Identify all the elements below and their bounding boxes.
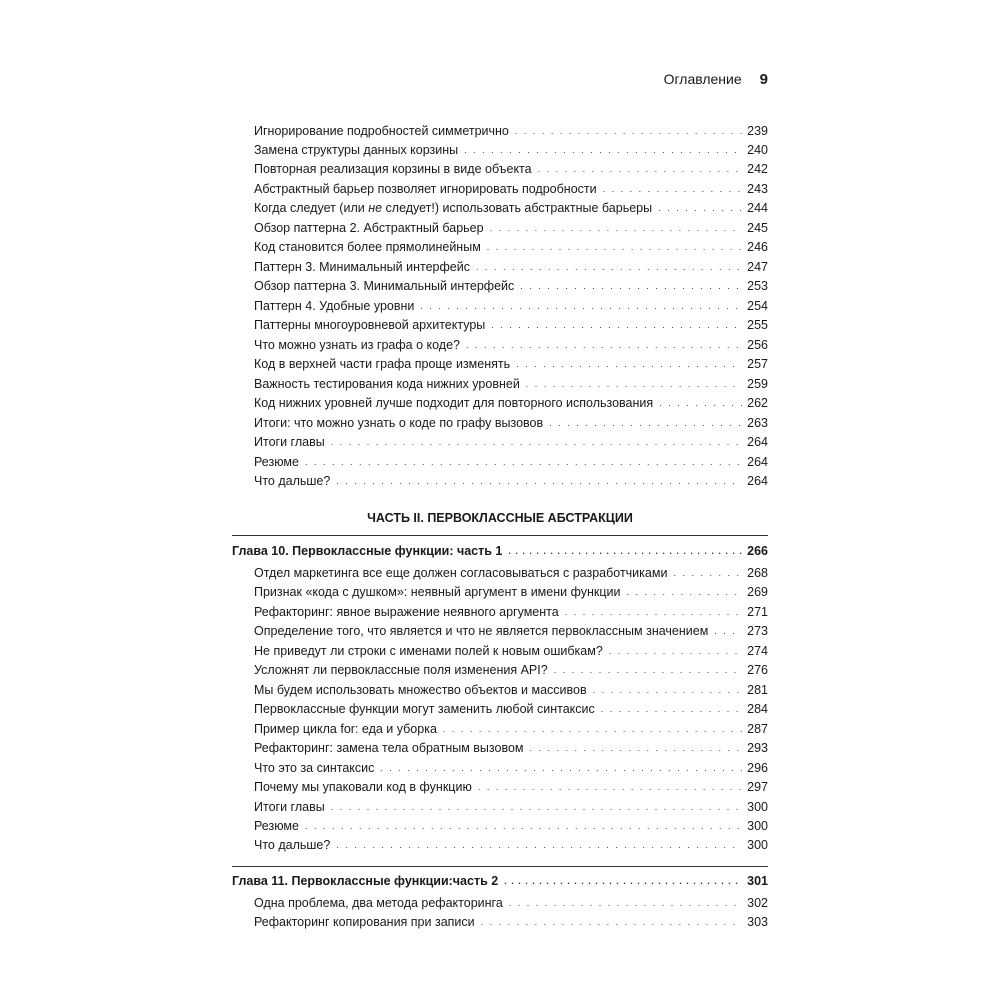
toc-entry[interactable]: Что это за синтаксис . . . 296: [254, 758, 768, 777]
toc-entry[interactable]: Обзор паттерна 2. Абстрактный барьер . . . 245: [254, 218, 768, 237]
toc-entry[interactable]: Резюме . . . 264: [254, 452, 768, 471]
toc-entry[interactable]: Код в верхней части графа проще изменять . . . 257: [254, 354, 768, 373]
part-divider: [232, 535, 768, 536]
toc-entry[interactable]: Код нижних уровней лучше подходит для повторного использования . . . 262: [254, 393, 768, 412]
toc-entry[interactable]: Когда следует (или не следует!) использовать абстрактные барьеры . . . 244: [254, 198, 768, 217]
chapter-10-heading[interactable]: Глава 10. Первоклассные функции: часть 1 . . . 266: [232, 541, 768, 560]
toc-entry[interactable]: Почему мы упаковали код в функцию . . . 297: [254, 777, 768, 796]
chapter-divider: [232, 866, 768, 867]
toc-entry[interactable]: Первоклассные функции могут заменить любой синтаксис . . . 284: [254, 699, 768, 718]
toc-entry[interactable]: Отдел маркетинга все еще должен согласовываться с разработчиками . . . 268: [254, 563, 768, 582]
toc-entry[interactable]: Обзор паттерна 3. Минимальный интерфейс . . . 253: [254, 276, 768, 295]
running-title: Оглавление: [663, 71, 742, 87]
chapter-11-heading[interactable]: Глава 11. Первоклассные функции:часть 2 . . . 301: [232, 871, 768, 890]
toc-entry[interactable]: Что можно узнать из графа о коде? . . . 256: [254, 335, 768, 354]
toc-entry[interactable]: Важность тестирования кода нижних уровней . . . 259: [254, 374, 768, 393]
toc-entry[interactable]: Итоги: что можно узнать о коде по графу вызовов . . . 263: [254, 413, 768, 432]
toc-entry[interactable]: Итоги главы . . . 300: [254, 797, 768, 816]
toc-entry[interactable]: Абстрактный барьер позволяет игнорировать подробности . . . 243: [254, 179, 768, 198]
part-heading: ЧАСТЬ II. ПЕРВОКЛАССНЫЕ АБСТРАКЦИИ: [367, 511, 633, 525]
toc-entry[interactable]: Игнорирование подробностей симметрично . . . 239: [254, 121, 768, 140]
toc-entry[interactable]: Резюме . . . 300: [254, 816, 768, 835]
page-header: [232, 69, 768, 89]
toc-entry[interactable]: Усложнят ли первоклассные поля изменения API? . . . 276: [254, 660, 768, 679]
toc-entry[interactable]: Что дальше? . . . 264: [254, 471, 768, 490]
toc-entry[interactable]: Не приведут ли строки с именами полей к новым ошибкам? . . . 274: [254, 641, 768, 660]
toc-entry[interactable]: Код становится более прямолинейным . . . 246: [254, 237, 768, 256]
toc-entry[interactable]: Рефакторинг: замена тела обратным вызовом . . . 293: [254, 738, 768, 757]
toc-entry[interactable]: Паттерн 3. Минимальный интерфейс . . . 247: [254, 257, 768, 276]
toc-entry[interactable]: Замена структуры данных корзины . . . 240: [254, 140, 768, 159]
emphasis-text: не: [368, 200, 383, 215]
toc-entry[interactable]: Что дальше? . . . 300: [254, 835, 768, 854]
toc-entry[interactable]: Признак «кода с душком»: неявный аргумент в имени функции . . . 269: [254, 582, 768, 601]
toc-entry[interactable]: Определение того, что является и что не является первоклассным значением . . . 273: [254, 621, 768, 640]
toc-entry[interactable]: Пример цикла for: еда и уборка . . . 287: [254, 719, 768, 738]
toc-entry[interactable]: Повторная реализация корзины в виде объекта . . . 242: [254, 159, 768, 178]
page-number: 9: [759, 70, 768, 88]
toc-entry[interactable]: Рефакторинг копирования при записи . . . 303: [254, 912, 768, 931]
toc-entry[interactable]: Мы будем использовать множество объектов и массивов . . . 281: [254, 680, 768, 699]
toc-entry[interactable]: Одна проблема, два метода рефакторинга . . . 302: [254, 893, 768, 912]
toc-entry[interactable]: Итоги главы . . . 264: [254, 432, 768, 451]
toc-entry[interactable]: Паттерн 4. Удобные уровни . . . 254: [254, 296, 768, 315]
toc-entry[interactable]: Паттерны многоуровневой архитектуры . . . 255: [254, 315, 768, 334]
toc-entry[interactable]: Рефакторинг: явное выражение неявного аргумента . . . 271: [254, 602, 768, 621]
